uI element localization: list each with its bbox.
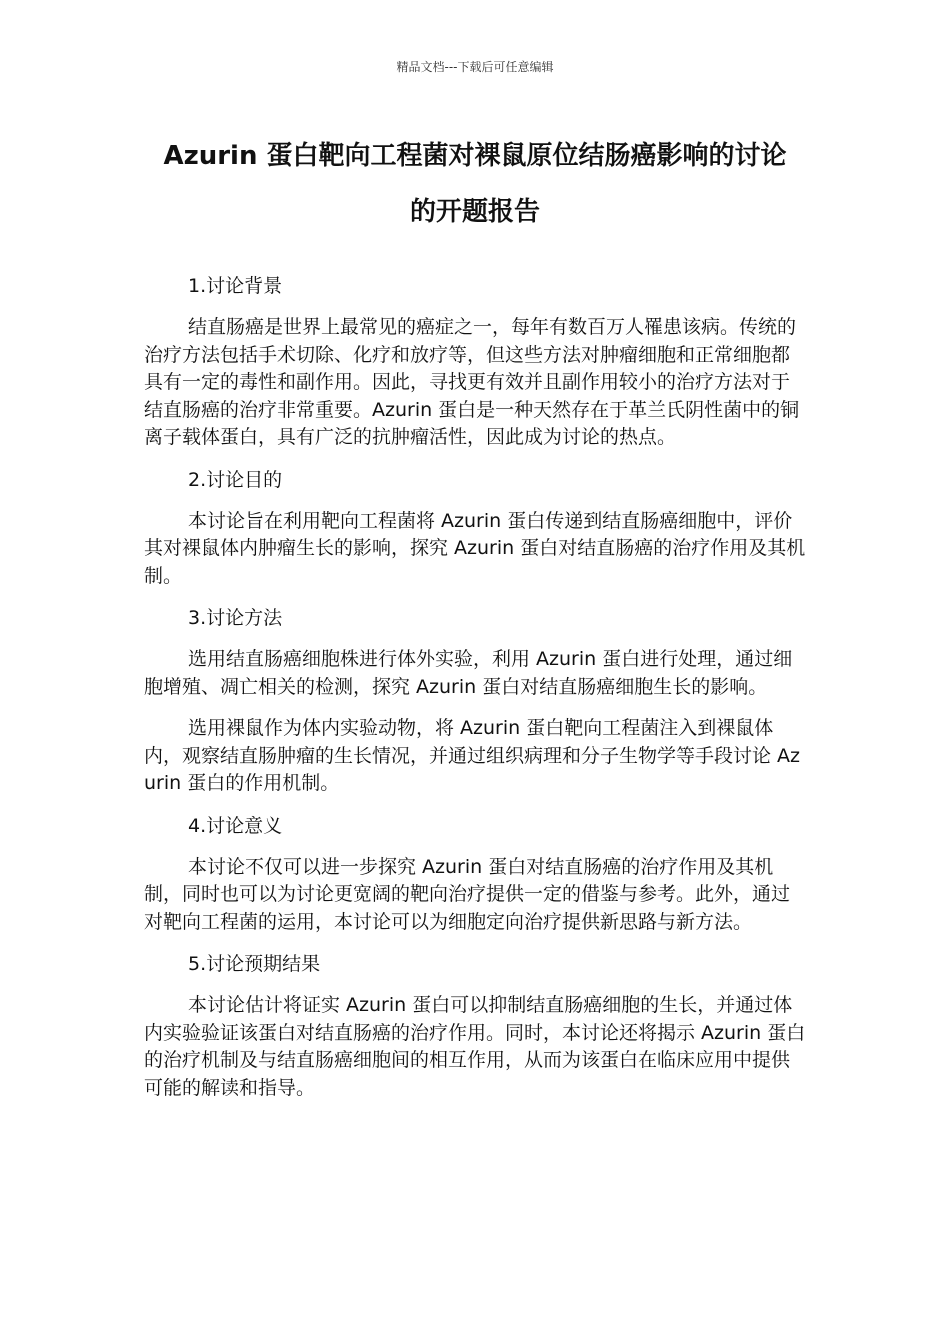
paragraph: 本讨论估计将证实 Azurin 蛋白可以抑制结直肠癌细胞的生长，并通过体内实验验证该蛋白对结直肠癌的治疗作用。同时，本讨论还将揭示 Azurin 蛋白的治疗机制及与结直肠癌细胞间的相互作用，从而为该蛋白在临床应用中提供可能的解读和指导。	[144, 994, 806, 1099]
paragraph: 选用结直肠癌细胞株进行体外实验，利用 Azurin 蛋白进行处理，通过细胞增殖、凋亡相关的检测，探究 Azurin 蛋白对结直肠癌细胞生长的影响。	[144, 648, 793, 698]
header-note: 精品文档---下载后可任意编辑	[396, 60, 554, 74]
section-purpose	[144, 466, 806, 591]
section-heading: 4.讨论意义	[188, 814, 283, 837]
paragraph: 本讨论不仅可以进一步探究 Azurin 蛋白对结直肠癌的治疗作用及其机制，同时也可以为讨论更宽阔的靶向治疗提供一定的借鉴与参考。此外，通过对靶向工程菌的运用，本讨论可以为细胞定向治疗提供新思路与新方法。	[144, 855, 791, 933]
section-heading: 2.讨论目的	[188, 468, 283, 491]
section-heading: 5.讨论预期结果	[188, 953, 321, 975]
section-methods	[144, 604, 806, 798]
section-background	[144, 272, 806, 452]
paragraph: 本讨论旨在利用靶向工程菌将 Azurin 蛋白传递到结直肠癌细胞中，评价其对裸鼠体内肿瘤生长的影响，探究 Azurin 蛋白对结直肠癌的治疗作用及其机制。	[144, 509, 806, 587]
paragraph: 结直肠癌是世界上最常见的癌症之一，每年有数百万人罹患该病。传统的治疗方法包括手术切除、化疗和放疗等，但这些方法对肿瘤细胞和正常细胞都具有一定的毒性和副作用。因此，寻找更有效并且副作用较小的治疗方法对于结直肠癌的治疗非常重要。Azurin 蛋白是一种天然存在于革兰氏阴性菌中的铜离子载体蛋白，具有广泛的抗肿瘤活性，因此成为讨论的热点。	[144, 316, 800, 448]
paragraph: 选用裸鼠作为体内实验动物，将 Azurin 蛋白靶向工程菌注入到裸鼠体内，观察结直肠肿瘤的生长情况，并通过组织病理和分子生物学等手段讨论 Azurin 蛋白的作用机制。	[144, 717, 801, 794]
section-significance	[144, 812, 806, 937]
document-title	[120, 128, 830, 240]
section-heading: 3.讨论方法	[188, 607, 283, 629]
title-line-2: 的开题报告	[409, 197, 540, 227]
title-line-1: Azurin 蛋白靶向工程菌对裸鼠原位结肠癌影响的讨论	[163, 141, 787, 171]
document-body	[144, 272, 806, 1116]
section-heading: 1.讨论背景	[188, 275, 283, 297]
section-expected-results	[144, 950, 806, 1102]
